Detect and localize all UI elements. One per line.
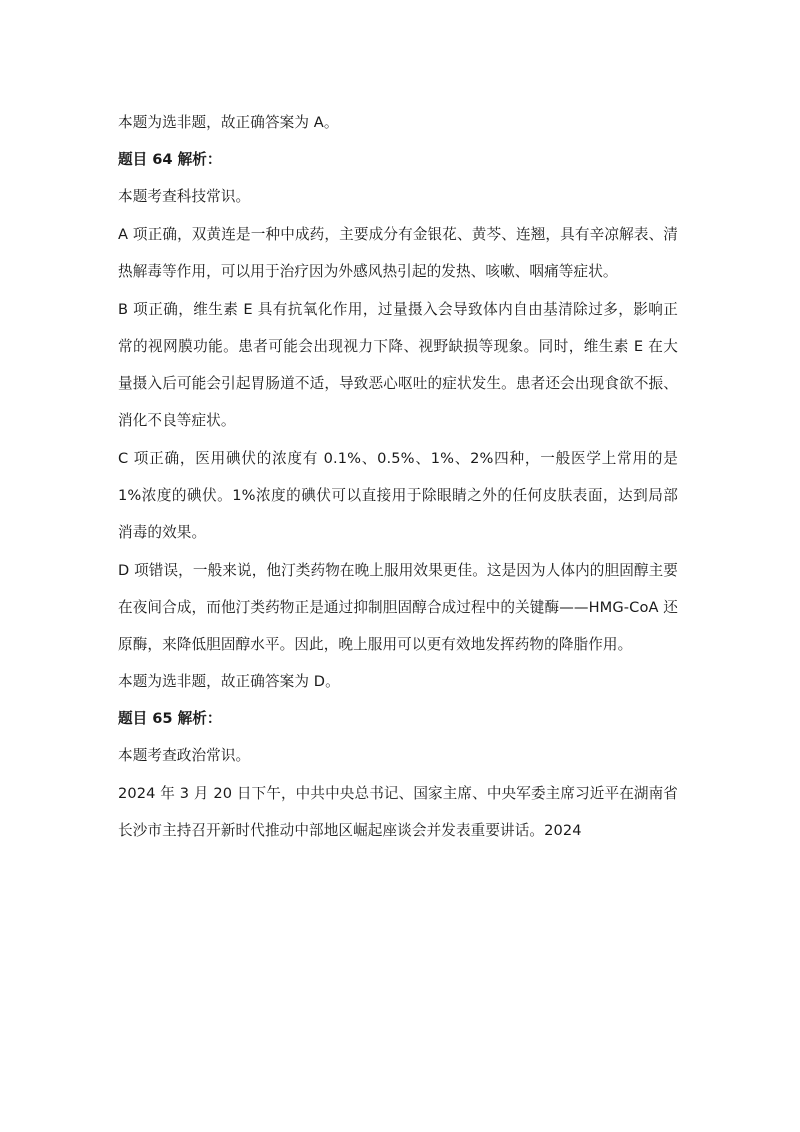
question-65-heading: 题目 65 解析： [118, 710, 222, 727]
option-b-explanation: B 项正确，维生素 E 具有抗氧化作用，过量摄入会导致体内自由基清除过多，影响正常的视网膜功能。患者可能会出现视力下降、视野缺损等现象。同时，维生素 E 在大量摄入后可能会引起胃肠道不适，导致恶心呕吐的症状发生。患者还会出现食欲不振、消化不良等症状。 [118, 301, 678, 429]
answer-line-64: 本题为选非题，故正确答案为 D。 [118, 673, 340, 690]
topic-line-64: 本题考查科技常识。 [118, 188, 251, 205]
answer-line-63: 本题为选非题，故正确答案为 A。 [118, 114, 339, 131]
question-64-heading: 题目 64 解析： [118, 151, 222, 168]
option-a-explanation: A 项正确，双黄连是一种中成药，主要成分有金银花、黄芩、连翘，具有辛凉解表、清热解毒等作用，可以用于治疗因为外感风热引起的发热、咳嗽、咽痛等症状。 [118, 226, 678, 280]
context-paragraph-65: 2024 年 3 月 20 日下午，中共中央总书记、国家主席、中央军委主席习近平在湖南省长沙市主持召开新时代推动中部地区崛起座谈会并发表重要讲话。2024 [118, 785, 678, 839]
option-c-explanation: C 项正确，医用碘伏的浓度有 0.1%、0.5%、1%、2%四种，一般医学上常用的是 1%浓度的碘伏。1%浓度的碘伏可以直接用于除眼睛之外的任何皮肤表面，达到局部消毒的效果。 [118, 450, 678, 541]
option-d-explanation: D 项错误，一般来说，他汀类药物在晚上服用效果更佳。这是因为人体内的胆固醇主要在夜间合成，而他汀类药物正是通过抑制胆固醇合成过程中的关键酶——HMG-CoA 还原酶，来降低胆固醇水平。因此，晚上服用可以更有效地发挥药物的降脂作用。 [118, 562, 678, 653]
topic-line-65: 本题考查政治常识。 [118, 747, 251, 764]
document-page [118, 108, 678, 853]
